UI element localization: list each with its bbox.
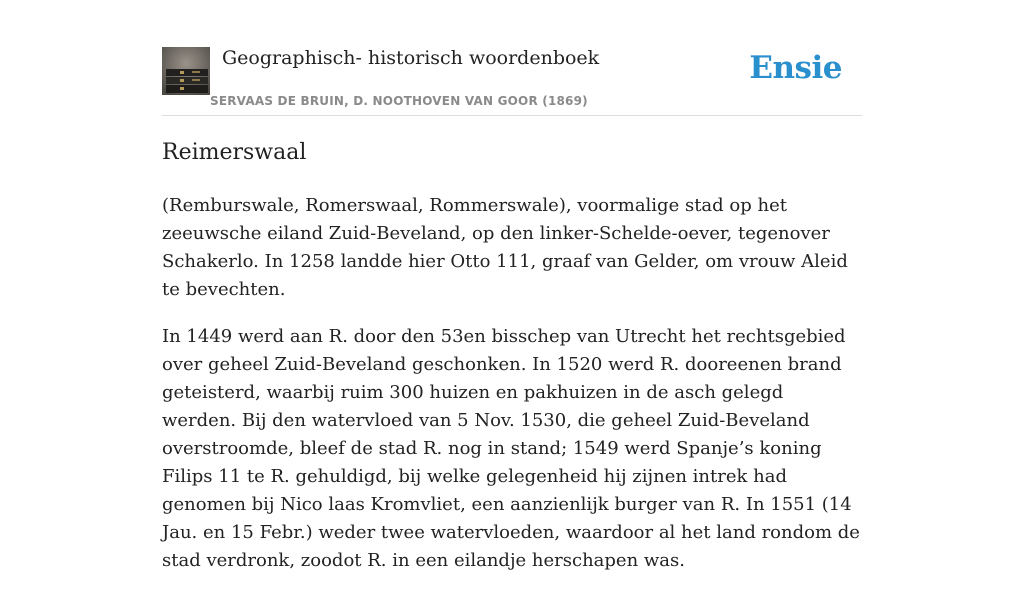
book-thumbnail-icon[interactable] <box>162 47 210 95</box>
book-spines-image <box>162 47 210 95</box>
entry-title: Reimerswaal <box>162 140 307 165</box>
entry-body <box>162 192 862 594</box>
entry-paragraph: In 1449 werd aan R. door den 53en bisschep van Utrecht het rechtsgebied over geheel Zuid-Beveland geschonken. In 1520 werd R. dooreenen brand geteisterd, waarbij ruim 300 huizen en pakhuizen in de asch gelegd werden. Bij den watervloed van 5 Nov. 1530, die geheel Zuid-Beveland overstroomde, bleef de stad R. nog in stand; 1549 werd Spanje’s koning Filips 11 te R. gehuldigd, bij welke gelegenheid hij zijnen intrek had genomen bij Nico laas Kromvliet, een aanzienlijk burger van R. In 1551 (14 Jau. en 15 Febr.) weder twee watervloeden, waardoor al het land rondom de stad verdronk, zoodot R. in een eilandje herschapen was. <box>162 326 860 571</box>
book-author: SERVAAS DE BRUIN, D. NOOTHOVEN VAN GOOR (1869) <box>210 94 588 108</box>
book-title-link[interactable]: Geographisch- historisch woordenboek <box>222 47 600 69</box>
ensie-logo[interactable]: Ensie <box>749 50 842 86</box>
book-header <box>162 44 862 116</box>
entry-paragraph: (Remburswale, Romerswaal, Rommerswale), voormalige stad op het zeeuwsche eiland Zuid-Beveland, op den linker-Schelde-oever, tegenover Schakerlo. In 1258 landde hier Otto 111, graaf van Gelder, om vrouw Aleid te bevechten. <box>162 195 848 300</box>
